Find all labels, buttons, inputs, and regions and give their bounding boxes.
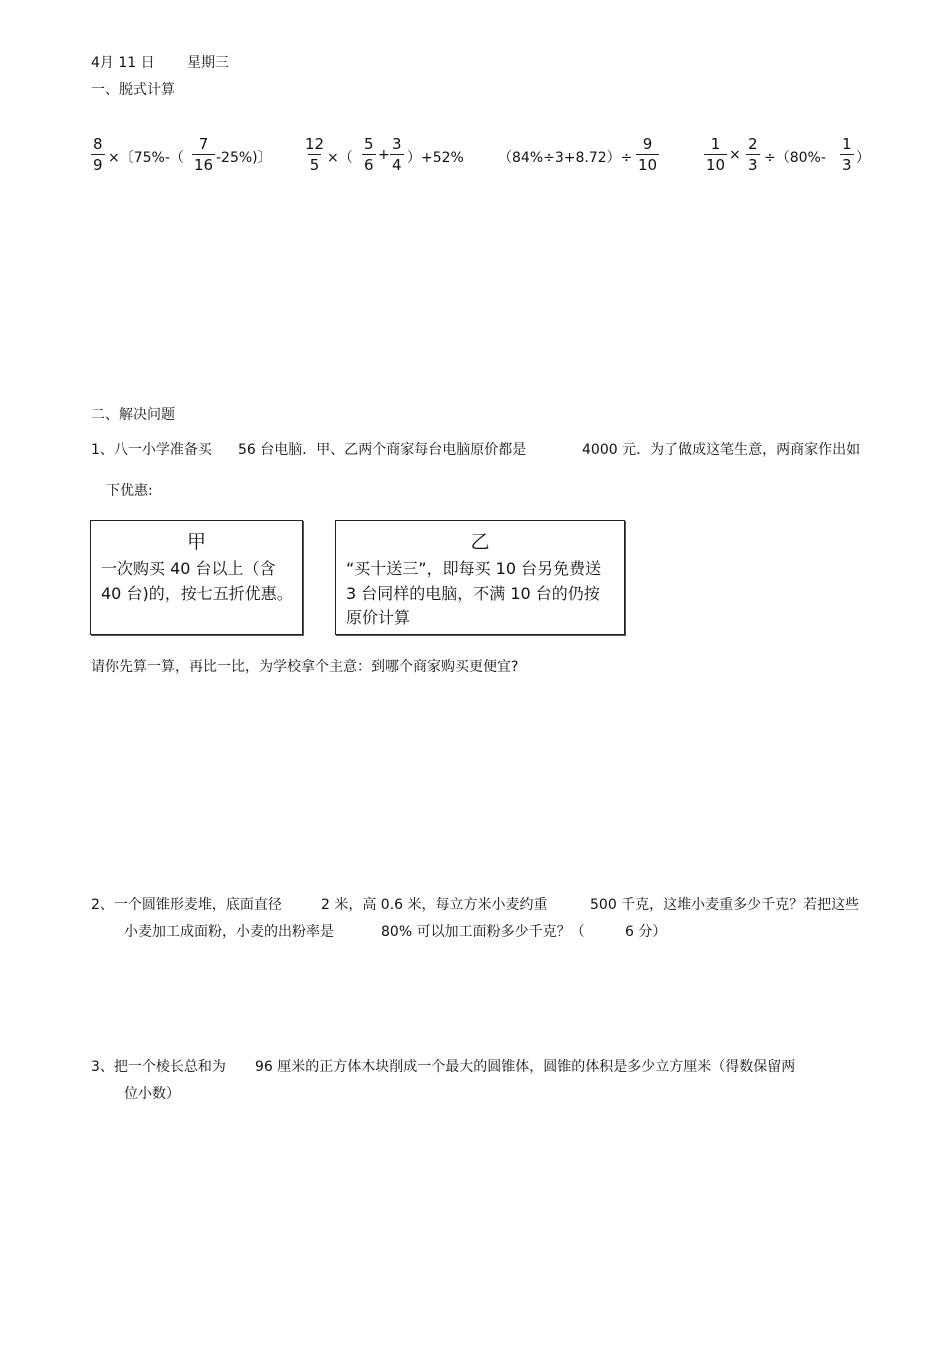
- expression-text: ×（: [327, 150, 353, 166]
- fraction: $\frac{3}{4}$: [392, 135, 402, 174]
- expression-text: ×〔75%-（: [108, 150, 184, 166]
- q2-line1-c: 500 千克，这堆小麦重多少千克？若把这些: [590, 897, 860, 913]
- expression-text: -25%)〕: [216, 150, 272, 166]
- fraction: $\frac{12}{5}$: [305, 135, 325, 174]
- q3-line2: 位小数）: [124, 1086, 180, 1102]
- q3-line1-a: 3、把一个棱长总和为: [91, 1059, 226, 1075]
- expression-text: ÷（80%-: [764, 150, 826, 166]
- offer-text: 原价计算: [346, 608, 411, 627]
- q1-line1-a: 1、八一小学准备买: [91, 442, 212, 458]
- weekday: 星期三: [187, 55, 229, 71]
- q1-line2: 下优惠:: [106, 483, 153, 499]
- offer-title: 甲: [186, 531, 206, 553]
- fraction: $\frac{2}{3}$: [748, 135, 758, 174]
- fraction: $\frac{1}{10}$: [706, 135, 726, 174]
- q1-line1-b: 56 台电脑．甲、乙两个商家每台电脑原价都是: [238, 442, 527, 458]
- offer-text: “买十送三”，即每买 10 台另免费送: [346, 559, 602, 578]
- q2-line1-b: 2 米，高 0.6 米，每立方米小麦约重: [321, 897, 548, 913]
- expression-text: ）+52%: [407, 150, 464, 166]
- fraction: $\frac{5}{6}$: [364, 135, 374, 174]
- section1-title: 一、脱式计算: [91, 82, 175, 98]
- fraction: $\frac{8}{9}$: [93, 135, 103, 174]
- q2-line1-a: 2、一个圆锥形麦堆，底面直径: [91, 897, 282, 913]
- fraction: $\frac{1}{3}$: [842, 135, 852, 174]
- q3-line1-b: 96 厘米的正方体木块削成一个最大的圆锥体，圆锥的体积是多少立方厘米（得数保留两: [255, 1059, 796, 1075]
- expression-text: ）: [856, 150, 870, 166]
- q1-line1-c: 4000 元．为了做成这笔生意，两商家作出如: [582, 442, 861, 458]
- fraction: $\frac{7}{16}$: [194, 135, 214, 174]
- expression-text: （84%÷3+8.72）÷: [498, 150, 633, 166]
- offer-title: 乙: [470, 531, 490, 553]
- offer-text: 40 台)的，按七五折优惠。: [101, 584, 293, 603]
- offer-box-yi: [335, 520, 625, 635]
- date: 4月 11 日: [91, 55, 155, 71]
- q1-question: 请你先算一算，再比一比，为学校拿个主意：到哪个商家购买更便宜?: [91, 659, 519, 675]
- expression-text: ×: [729, 147, 741, 163]
- expression-text: +: [378, 147, 390, 163]
- q2-line2-c: 6 分）: [625, 924, 667, 940]
- fraction: $\frac{9}{10}$: [638, 135, 658, 174]
- q2-line2-b: 80% 可以加工面粉多少千克？（: [381, 924, 585, 940]
- section2-title: 二、解决问题: [91, 407, 175, 423]
- offer-box-jia: [90, 520, 303, 635]
- offer-text: 一次购买 40 台以上（含: [101, 559, 276, 578]
- q2-line2-a: 小麦加工成面粉，小麦的出粉率是: [124, 924, 334, 940]
- offer-text: 3 台同样的电脑，不满 10 台的仍按: [346, 584, 600, 603]
